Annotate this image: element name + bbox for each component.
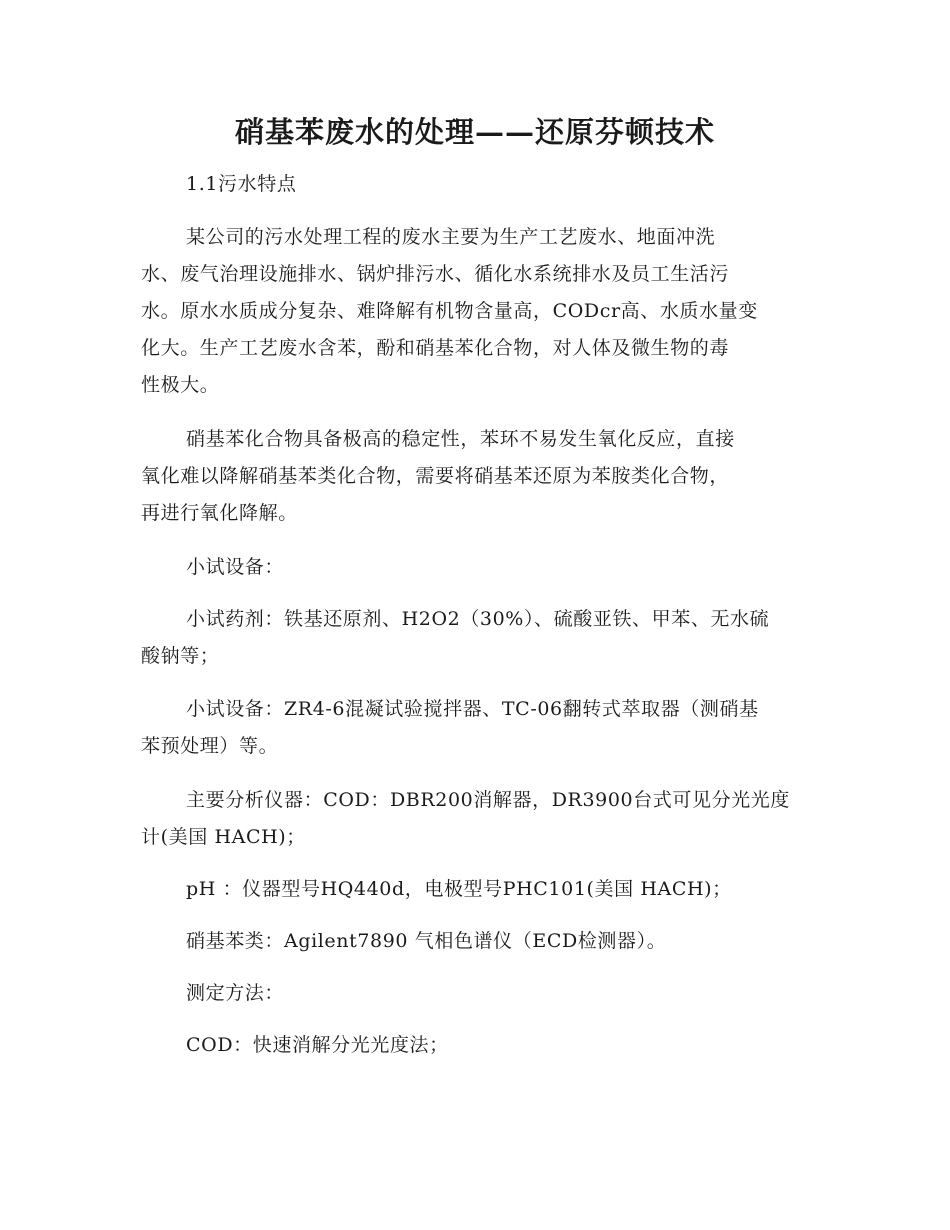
paragraph-line: 计(美国 HACH)；: [141, 826, 306, 848]
section-heading: 1.1污水特点: [186, 173, 297, 195]
paragraph-line: 水、废气治理设施排水、锅炉排污水、循化水系统排水及员工生活污: [141, 263, 730, 285]
paragraph-10: COD：快速消解分光光度法；: [186, 1034, 449, 1056]
paragraph-line: 氧化难以降解硝基苯类化合物，需要将硝基苯还原为苯胺类化合物，: [141, 465, 730, 487]
paragraph-line: 酸钠等；: [141, 645, 220, 667]
paragraph-line: 苯预处理）等。: [141, 735, 279, 757]
paragraph-line: 小试药剂：铁基还原剂、H2O2（30%）、硫酸亚铁、甲苯、无水硫: [186, 608, 770, 630]
paragraph-3: 小试设备：: [186, 556, 285, 578]
paragraph-7: pH ：仪器型号HQ440d，电极型号PHC101(美国 HACH)；: [186, 878, 732, 900]
paragraph-line: 硝基苯化合物具备极高的稳定性，苯环不易发生氧化反应，直接: [186, 428, 735, 450]
paragraph-line: 再进行氧化降解。: [141, 502, 298, 524]
paragraph-9: 测定方法：: [186, 982, 285, 1004]
paragraph-line: 某公司的污水处理工程的废水主要为生产工艺废水、地面冲洗: [186, 226, 716, 248]
paragraph-line: 水。原水水质成分复杂、难降解有机物含量高，CODcr高、水质水量变: [141, 300, 758, 322]
paragraph-line: 主要分析仪器：COD：DBR200消解器，DR3900台式可见分光光度: [186, 789, 791, 811]
paragraph-line: 小试设备：ZR4-6混凝试验搅拌器、TC-06翻转式萃取器（测硝基: [186, 698, 759, 720]
document-title: 硝基苯废水的处理——还原芬顿技术: [234, 115, 715, 149]
paragraph-line: 性极大。: [141, 374, 220, 396]
paragraph-8: 硝基苯类：Agilent7890 气相色谱仪（ECD检测器）。: [186, 930, 667, 952]
paragraph-line: 化大。生产工艺废水含苯，酚和硝基苯化合物，对人体及微生物的毒: [141, 337, 730, 359]
